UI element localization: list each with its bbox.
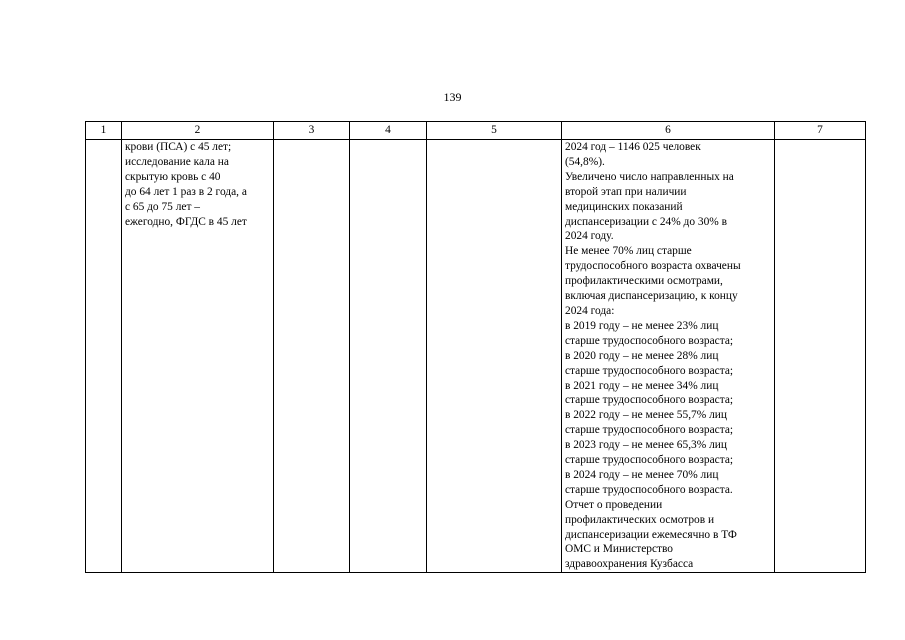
text-line: второй этап при наличии — [565, 185, 687, 198]
text-line: диспансеризации с 24% до 30% в — [565, 215, 727, 228]
text-line: в 2023 году – не менее 65,3% лиц — [565, 439, 727, 452]
text-line: в 2024 году – не менее 70% лиц — [565, 468, 719, 481]
text-line: до 64 лет 1 раз в 2 года, а — [125, 185, 247, 198]
text-line: диспансеризации ежемесячно в ТФ — [565, 528, 737, 541]
text-line: старше трудоспособного возраста; — [565, 334, 734, 347]
cell-col-5 — [427, 140, 562, 573]
column-header-4: 4 — [350, 122, 427, 140]
text-line: профилактическими осмотрами, — [565, 275, 723, 288]
text-line: (54,8%). — [565, 155, 605, 168]
text-line: здравоохранения Кузбасса — [565, 558, 694, 571]
text-line: старше трудоспособного возраста; — [565, 364, 734, 377]
column-header-2: 2 — [122, 122, 274, 140]
text-line: старше трудоспособного возраста. — [565, 483, 733, 496]
column-header-3: 3 — [274, 122, 350, 140]
cell-col-6 — [562, 140, 775, 573]
column-header-7: 7 — [775, 122, 866, 140]
text-line: Отчет о проведении — [565, 498, 663, 511]
column-header-6: 6 — [562, 122, 775, 140]
text-line: Не менее 70% лиц старше — [565, 245, 692, 258]
cell-col-7 — [775, 140, 866, 573]
cell-col-1 — [86, 140, 122, 573]
text-line: в 2022 году – не менее 55,7% лиц — [565, 409, 727, 422]
text-line: в 2019 году – не менее 23% лиц — [565, 319, 719, 332]
text-line: в 2021 году – не менее 34% лиц — [565, 379, 719, 392]
column-header-1: 1 — [86, 122, 122, 140]
text-line: ежегодно, ФГДС в 45 лет — [125, 215, 247, 228]
table-row — [86, 140, 866, 573]
cell-col-3 — [274, 140, 350, 573]
text-line: крови (ПСА) с 45 лет; — [125, 141, 232, 153]
cell-col-4 — [350, 140, 427, 573]
document-table — [85, 121, 866, 573]
text-line: включая диспансеризацию, к концу — [565, 290, 738, 303]
text-line: старше трудоспособного возраста; — [565, 454, 734, 467]
text-line: 2024 году. — [565, 230, 614, 243]
text-line: старше трудоспособного возраста; — [565, 394, 734, 407]
text-line: ОМС и Министерство — [565, 543, 673, 556]
header-row — [86, 122, 866, 140]
text-line: трудоспособного возраста охвачены — [565, 260, 741, 273]
text-line: медицинских показаний — [565, 200, 683, 213]
page-number: 139 — [443, 90, 462, 104]
text-line: исследование кала на — [125, 155, 229, 168]
text-line: Увеличено число направленных на — [565, 170, 734, 183]
text-line: старше трудоспособного возраста; — [565, 424, 734, 437]
text-line: 2024 год – 1146 025 человек — [565, 141, 701, 153]
text-line: в 2020 году – не менее 28% лиц — [565, 349, 719, 362]
text-line: профилактических осмотров и — [565, 513, 715, 526]
text-line: скрытую кровь с 40 — [125, 170, 221, 183]
cell-col-2 — [122, 140, 274, 573]
text-line: с 65 до 75 лет – — [125, 200, 200, 213]
text-line: 2024 года: — [565, 304, 615, 317]
column-header-5: 5 — [427, 122, 562, 140]
